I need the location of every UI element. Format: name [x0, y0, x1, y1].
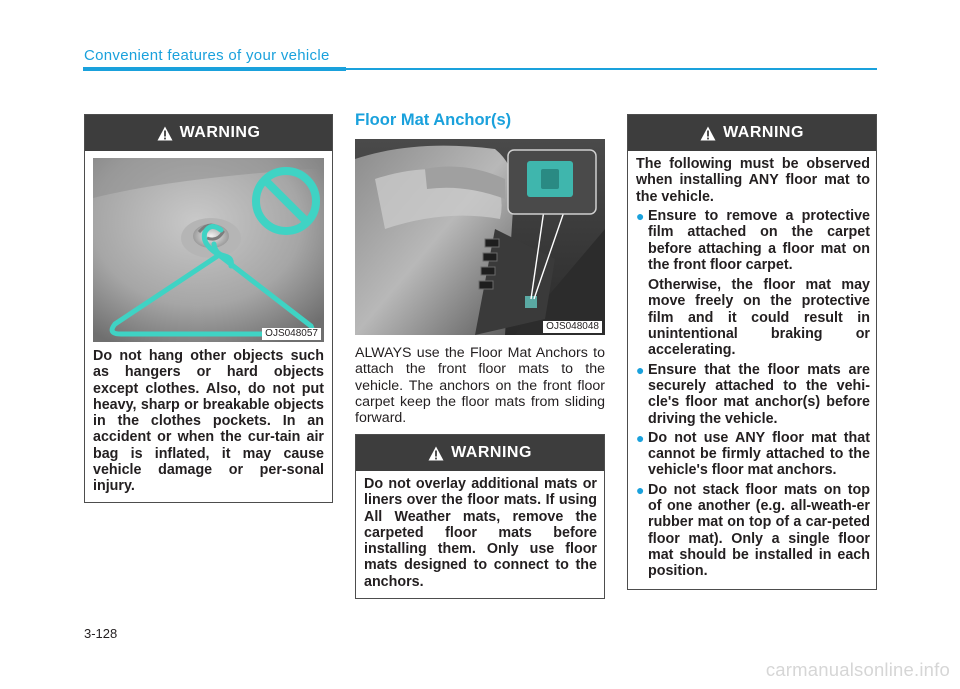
bullet-text: Do not use ANY floor mat that cannot be firmly attached to the vehicle's floor mat anchors. — [648, 429, 870, 479]
floor-mat-body-text: ALWAYS use the Floor Mat Anchors to attach the front floor mats to the vehicle. The anchors on the front floor carpet keep the floor mats from sliding forward. — [355, 345, 605, 427]
floor-anchor-photo-svg — [355, 139, 605, 335]
bullet-text: Do not stack floor mats on top of one another (e.g. all-weath-er rubber mat on top of a car-peted floor mat). Only a single floor mat should be installed in each position. — [648, 481, 870, 580]
bullet-subtext: Otherwise, the floor mat may move freely on the protective film and it could result in unintentional braking or accelerating. — [648, 277, 870, 359]
floor-mat-anchor-photo — [355, 139, 605, 335]
image-caption: OJS048048 — [543, 321, 602, 333]
header-rule — [346, 68, 877, 70]
warning-text: Do not hang other objects such as hangers or hard objects except clothes. Also, do not put heavy, sharp or breakable objects in the clothes pockets. In an accident or when the cur-tain air bag is inflated, it may cause vehicle damage or per-sonal injury. — [93, 348, 324, 495]
section-title: Floor Mat Anchor(s) — [355, 111, 512, 129]
bullet-icon: ● — [636, 361, 645, 378]
anchor-zoom-inset — [508, 150, 596, 214]
hanger-photo-svg — [93, 158, 324, 342]
list-item — [636, 430, 870, 479]
warning-header — [356, 435, 604, 471]
warning-heading: WARNING — [451, 444, 532, 461]
header-rule-accent — [83, 67, 346, 71]
warning-heading: WARNING — [179, 124, 261, 141]
warning-header — [628, 115, 876, 151]
warning-bullet-list — [636, 208, 870, 583]
bullet-icon: ● — [636, 481, 645, 498]
page-number: 3-128 — [84, 626, 118, 641]
warning-triangle-icon — [700, 126, 716, 141]
list-item — [636, 208, 870, 359]
warning-header — [85, 115, 332, 151]
image-caption: OJS048057 — [262, 328, 321, 340]
list-item — [636, 482, 870, 580]
warning-box-overlay-mats — [355, 434, 605, 599]
bullet-text: Ensure to remove a protective film attached on the carpet before attaching a floor mat on the front floor carpet. — [648, 208, 870, 273]
bullet-icon: ● — [636, 208, 645, 224]
warning-text: Do not overlay additional mats or liners over the floor mats. If using All Weather mats, remove the carpeted floor mats before installing them. Only use floor mats designed to connect to the anchors. — [364, 476, 597, 590]
warning-intro: The following must be observed when installing ANY floor mat to the vehicle. — [636, 156, 870, 205]
warning-heading: WARNING — [723, 124, 804, 141]
watermark: carmanualsonline.info — [765, 659, 950, 680]
warning-box-floor-mat-install — [627, 114, 877, 590]
page-section-header: Convenient features of your vehicle — [84, 47, 330, 64]
warning-triangle-icon — [157, 126, 173, 141]
bullet-text: Ensure that the floor mats are securely attached to the vehi-cle's floor mat anchor(s) before driving the vehicle. — [648, 361, 870, 427]
list-item — [636, 362, 870, 427]
warning-triangle-icon — [428, 446, 444, 461]
bullet-icon: ● — [636, 429, 645, 446]
warning-box-hangers — [84, 114, 333, 503]
hanger-illustration — [93, 158, 324, 342]
